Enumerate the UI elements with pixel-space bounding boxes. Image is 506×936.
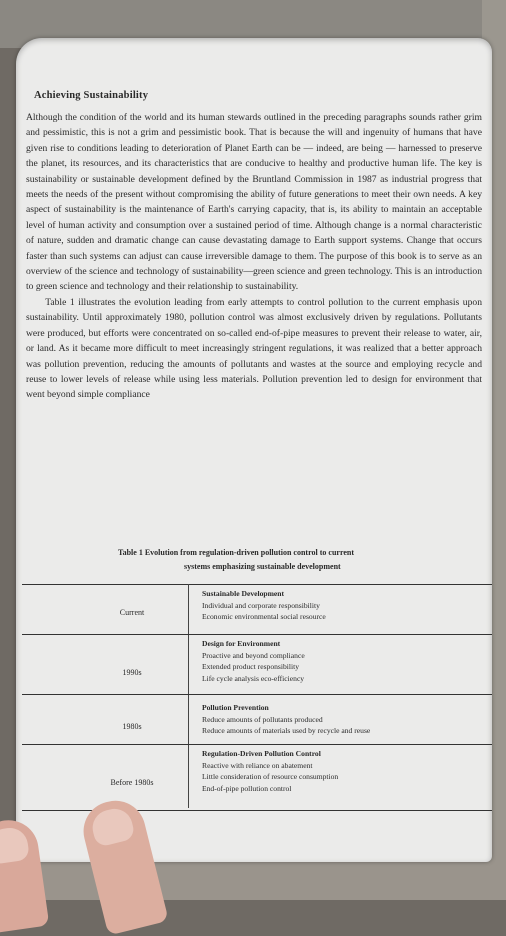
table-row-title: Design for Environment: [202, 639, 281, 648]
table-era: Before 1980s: [110, 778, 154, 787]
table-row-rule: [22, 744, 492, 745]
table-description: [202, 588, 492, 623]
table-row-item: Reduce amounts of pollutants produced: [202, 714, 323, 724]
table-row-item: Economic environmental social resource: [202, 612, 326, 621]
table-row: [22, 636, 492, 696]
table-era: Current: [119, 608, 145, 617]
table-row: [22, 586, 492, 636]
table-row-item: Extended product responsibility: [202, 662, 300, 671]
body-text: [26, 110, 482, 403]
table-row-rule: [22, 694, 492, 695]
table-row-item: Reduce amounts of materials used by recycle and reuse: [202, 726, 371, 735]
table-description: [202, 702, 492, 737]
table-era: 1990s: [122, 668, 142, 677]
table-description: [202, 638, 492, 684]
table-row-item: End-of-pipe pollution control: [202, 783, 292, 793]
table-row-item: Individual and corporate responsibility: [202, 600, 320, 610]
table-row-title: Regulation-Driven Pollution Control: [202, 749, 321, 758]
table-row-title: Sustainable Development: [202, 589, 285, 598]
book-page: [16, 38, 492, 862]
paragraph-2: Table 1 illustrates the evolution leading from early attempts to control pollution to the current emphasis upon sustainability. Until approximately 1980, pollution control was almost exclusively driven by regulations. Pollutants were produced, but efforts were concentrated on so-called end-of-pipe measures to prevent their release to water, air, or land. As it became more difficult to meet increasingly stringent regulations, it was realized that a better approach was pollution prevention, reducing the amounts of pollutants and wastes at the source and employing recycle and reuse to lower levels of release while using less materials. Pollution prevention led to design for environment that went beyond simple compliance: [26, 296, 482, 401]
table-row-title: Pollution Prevention: [202, 703, 269, 712]
table-row-item: Proactive and beyond compliance: [202, 650, 305, 660]
fingernail: [89, 805, 136, 848]
table-top-rule: [22, 584, 492, 585]
table-row: [22, 696, 492, 746]
table-caption-line-2: systems emphasizing sustainable development: [184, 562, 341, 571]
table-row-item: Little consideration of resource consumption: [202, 772, 339, 781]
table-era: 1980s: [122, 722, 142, 731]
paragraph-1: Although the condition of the world and its human stewards outlined in the preceding paragraphs sounds rather grim and pessimistic, this is not a grim and pessimistic book. That is because the will and ingenuity of humans that have given rise to conditions leading to deterioration of Planet Earth can be — indeed, are being — harnessed to preserve the planet, its resources, and its characteristics that are conducive to healthy and productive human life. The key is sustainability or sustainable development defined by the Bruntland Commission in 1987 as industrial progress that meets the needs of the present without compromising the ability of future generations to meet their own needs. A key aspect of sustainability is the maintenance of Earth's carrying capacity, that is, its ability to maintain an acceptable level of human activity and consumption over a sustained period of time. Although change is a normal characteristic of nature, sudden and dramatic change can cause devastating damage to Earth support systems. Change that occurs faster than such systems can adjust can cause irreversible damage to them. The purpose of this book is to serve as an overview of the science and technology of sustainability—green science and green technology. This is an introduction to green science and technology and their relationship to sustainability.: [26, 112, 482, 293]
table-caption-line-1: Table 1 Evolution from regulation-driven pollution control to current: [118, 548, 355, 557]
table-description: [202, 748, 492, 794]
table-caption: [118, 546, 438, 574]
table-row-item: Life cycle analysis eco-efficiency: [202, 673, 305, 683]
section-heading: Achieving Sustainability: [34, 90, 149, 101]
table-row-item: Reactive with reliance on abatement: [202, 760, 313, 770]
table-row: [22, 746, 492, 810]
fingernail: [0, 826, 30, 865]
table-row-rule: [22, 634, 492, 635]
